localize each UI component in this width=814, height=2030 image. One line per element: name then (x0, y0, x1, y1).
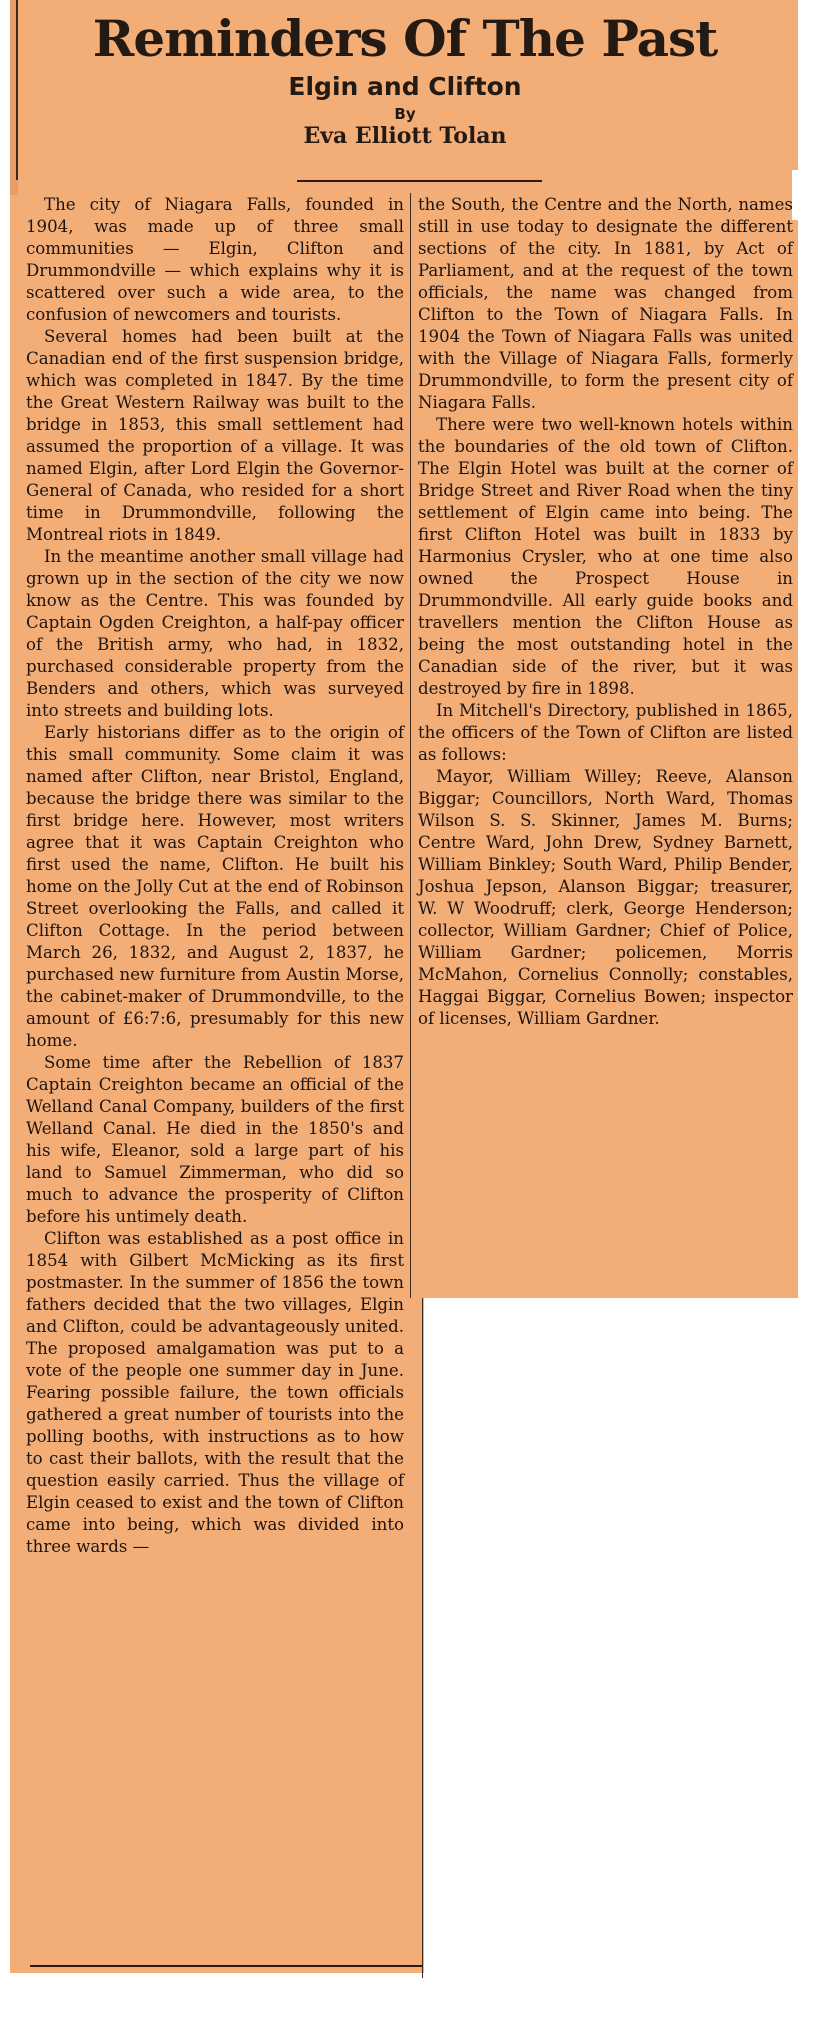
paragraph: Mayor, William Willey; Reeve, Alanson Biggar; Councillors, North Ward, Thomas Wilson S. S. Skinner, James M. Burns; Centre Ward, John Drew, Sydney Barnett, William Binkley; South Ward, Philip Bender, Joshua Jepson, Alanson Biggar; treasurer, W. W Woodruff; clerk, George Henderson; collector, William Gardner; Chief of Police, William Gardner; policemen, Morris McMahon, Cornelius Connolly; constables, Haggai Biggar, Cornelius Bowen; inspector of licenses, William Gardner. (418, 767, 793, 1028)
column-rule (410, 193, 411, 1298)
masthead (30, 0, 780, 149)
left-border-rule (16, 0, 18, 180)
paragraph: Some time after the Rebellion of 1837 Captain Creighton became an official of the Welland Canal Company, builders of the first Welland Canal. He died in the 1850's and his wife, Eleanor, sold a large part of his land to Samuel Zimmerman, who did so much to advance the prosperity of Clifton before his untimely death. (26, 1053, 404, 1226)
paragraph: Clifton was established as a post office in 1854 with Gilbert McMicking as its first postmaster. In the summer of 1856 the town fathers decided that the two villages, Elgin and Clifton, could be advantageously united. The proposed amalgamation was put to a vote of the people one summer day in June. Fearing possible failure, the town officials gathered a great number of tourists into the polling booths, with instructions as to how to cast their ballots, with the result that the question easily carried. Thus the village of Elgin ceased to exist and the town of Clifton came into being, which was divided into three wards — (26, 1229, 404, 1556)
headline-rule (297, 180, 542, 182)
column-1 (26, 194, 404, 1558)
column-2 (418, 194, 793, 1030)
paragraph: Early historians differ as to the origin of this small community. Some claim it was named after Clifton, near Bristol, England, because the bridge there was similar to the first bridge here. However, most writers agree that it was Captain Creighton who first used the name, Clifton. He built his home on the Jolly Cut at the end of Robinson Street overlooking the Falls, and called it Clifton Cottage. In the period between March 26, 1832, and August 2, 1837, he purchased new furniture from Austin Morse, the cabinet-maker of Drummondville, to the amount of £6:7:6, presumably for this new home. (26, 723, 404, 1050)
paragraph: In the meantime another small village had grown up in the section of the city we now know as the Centre. This was founded by Captain Ogden Creighton, a half-pay officer of the British army, who had, in 1832, purchased considerable property from the Benders and others, which was surveyed into streets and building lots. (26, 547, 404, 720)
paragraph: Several homes had been built at the Canadian end of the first suspension bridge, which was completed in 1847. By the time the Great Western Railway was built to the bridge in 1853, this small settlement had assumed the proportion of a village. It was named Elgin, after Lord Elgin the Governor-General of Canada, who resided for a short time in Drummondville, following the Montreal riots in 1849. (26, 327, 404, 544)
paragraph: There were two well-known hotels within the boundaries of the old town of Clifton. The Elgin Hotel was built at the corner of Bridge Street and River Road when the tiny settlement of Elgin came into being. The first Clifton Hotel was built in 1833 by Harmonius Crysler, who at one time also owned the Prospect House in Drummondville. All early guide books and travellers mention the Clifton House as being the most outstanding hotel in the Canadian side of the river, but it was destroyed by fire in 1898. (418, 415, 793, 698)
byline-author: Eva Elliott Tolan (303, 123, 507, 149)
article-title: Reminders Of The Past (92, 9, 718, 68)
paragraph: In Mitchell's Directory, published in 1865, the officers of the Town of Clifton are listed as follows: (418, 701, 793, 764)
bottom-rule (30, 1965, 422, 1967)
torn-edge (792, 170, 806, 220)
paragraph: the South, the Centre and the North, names still in use today to designate the different sections of the city. In 1881, by Act of Parliament, and at the request of the town officials, the name was changed from Clifton to the Town of Niagara Falls. In 1904 the Town of Niagara Falls was united with the Village of Niagara Falls, formerly Drummondville, to form the present city of Niagara Falls. (418, 195, 793, 412)
article-subtitle: Elgin and Clifton (288, 72, 522, 101)
paragraph: The city of Niagara Falls, founded in 1904, was made up of three small communities — Elgin, Clifton and Drummondville — which explains why it is scattered over such a wide area, to the confusion of newcomers and tourists. (26, 195, 404, 324)
column-rule-lower (422, 1298, 423, 1978)
byline-by: By (394, 105, 416, 123)
